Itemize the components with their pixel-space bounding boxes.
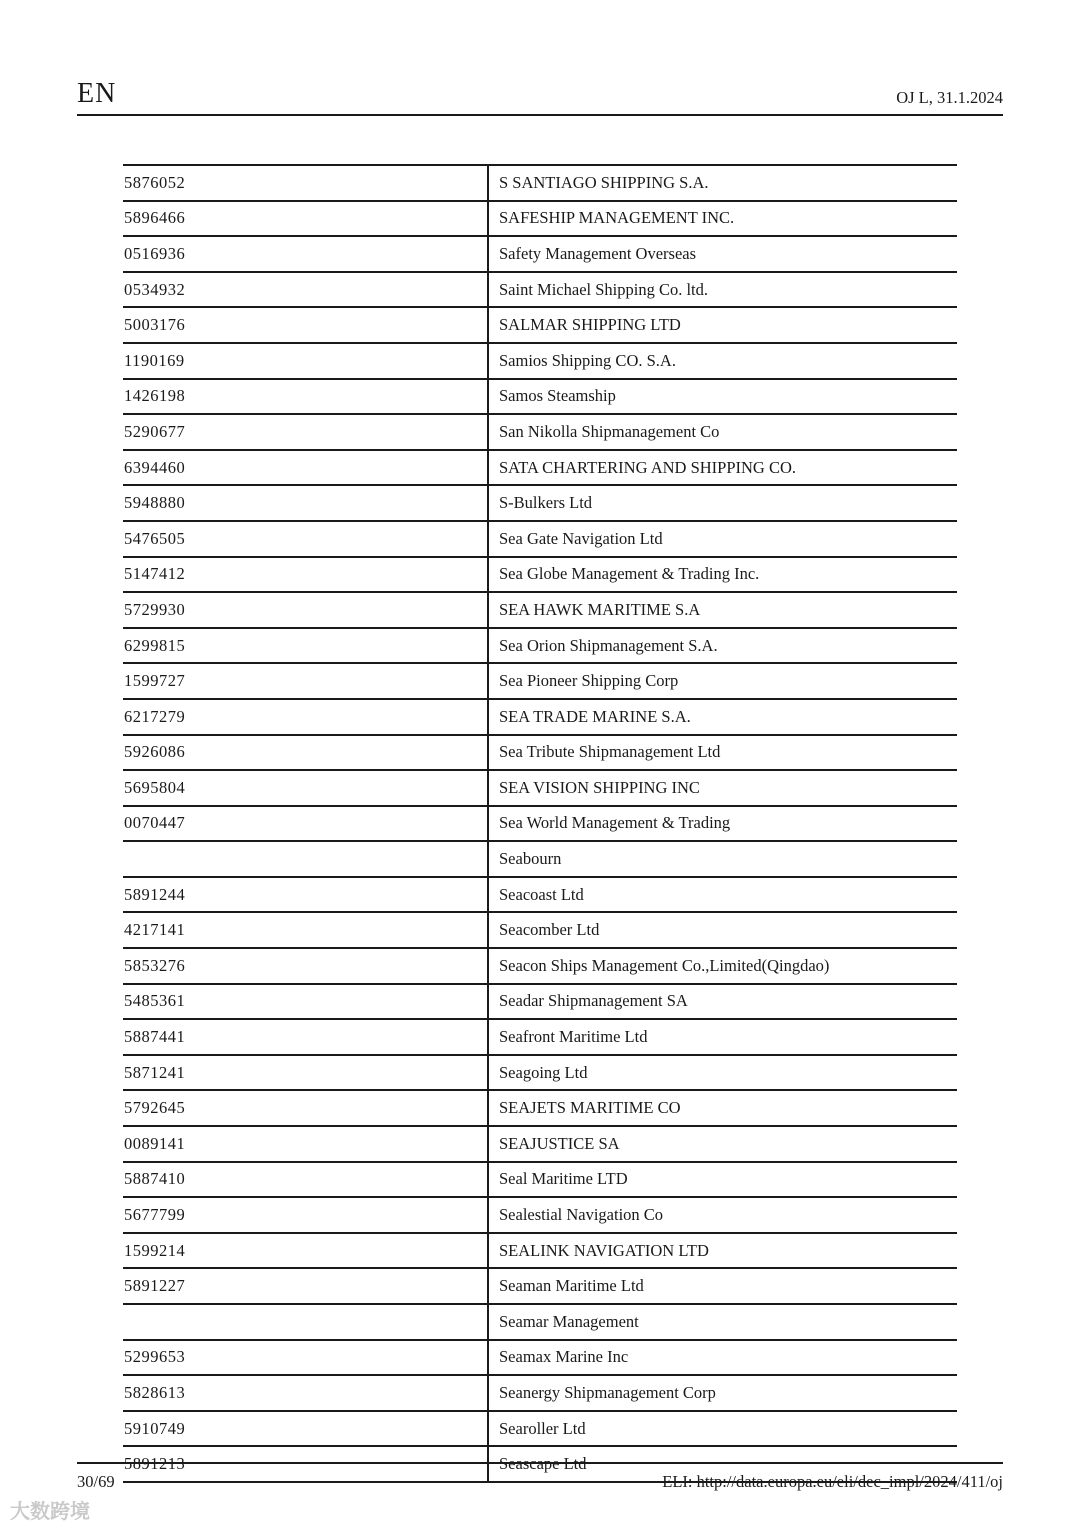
company-name: S SANTIAGO SHIPPING S.A.: [488, 165, 957, 201]
company-name: SEAJUSTICE SA: [488, 1126, 957, 1162]
company-number: 1599214: [123, 1233, 488, 1269]
table-row: [123, 948, 957, 984]
company-number: 5476505: [123, 521, 488, 557]
table-row: [123, 236, 957, 272]
company-number: 5891227: [123, 1268, 488, 1304]
company-number: 5485361: [123, 984, 488, 1020]
watermark: 大数跨境: [10, 1499, 90, 1523]
company-number: 0070447: [123, 806, 488, 842]
company-number: 5887441: [123, 1019, 488, 1055]
table-row: [123, 521, 957, 557]
company-number: 1190169: [123, 343, 488, 379]
company-name: Samios Shipping CO. S.A.: [488, 343, 957, 379]
company-number: 5695804: [123, 770, 488, 806]
company-number: 5729930: [123, 592, 488, 628]
table-row: [123, 663, 957, 699]
company-table-body: [123, 165, 957, 1482]
table-row: [123, 485, 957, 521]
table-row: [123, 1090, 957, 1126]
table-row: [123, 1019, 957, 1055]
language-code: EN: [77, 78, 117, 109]
company-name: Sea World Management & Trading: [488, 806, 957, 842]
table-row: [123, 735, 957, 771]
company-number: 0516936: [123, 236, 488, 272]
eli-link[interactable]: ELI: http://data.europa.eu/eli/dec_impl/2024/411/oj: [662, 1472, 1003, 1491]
table-row: [123, 307, 957, 343]
company-name: Seacoast Ltd: [488, 877, 957, 913]
company-name: SEALINK NAVIGATION LTD: [488, 1233, 957, 1269]
table-row: [123, 1126, 957, 1162]
company-name: SEA HAWK MARITIME S.A: [488, 592, 957, 628]
table-row: [123, 877, 957, 913]
company-name: Sea Globe Management & Trading Inc.: [488, 557, 957, 593]
table-row: [123, 450, 957, 486]
table-row: [123, 343, 957, 379]
company-name: Sealestial Navigation Co: [488, 1197, 957, 1233]
company-number: 0089141: [123, 1126, 488, 1162]
company-name: Seal Maritime LTD: [488, 1162, 957, 1198]
company-name: Saint Michael Shipping Co. ltd.: [488, 272, 957, 308]
table-row: [123, 628, 957, 664]
company-name: Seaman Maritime Ltd: [488, 1268, 957, 1304]
journal-reference: OJ L, 31.1.2024: [896, 88, 1003, 107]
company-number: 0534932: [123, 272, 488, 308]
company-name: Sea Tribute Shipmanagement Ltd: [488, 735, 957, 771]
company-name: Searoller Ltd: [488, 1411, 957, 1447]
table-row: [123, 414, 957, 450]
table-row: [123, 912, 957, 948]
company-name: Seamax Marine Inc: [488, 1340, 957, 1376]
company-name: SALMAR SHIPPING LTD: [488, 307, 957, 343]
company-name: Samos Steamship: [488, 379, 957, 415]
company-number: 5926086: [123, 735, 488, 771]
page-number: 30/69: [77, 1472, 115, 1491]
company-name: Seanergy Shipmanagement Corp: [488, 1375, 957, 1411]
company-name: SEAJETS MARITIME CO: [488, 1090, 957, 1126]
page-header: [77, 78, 1003, 116]
table-row: [123, 1233, 957, 1269]
company-number: 5299653: [123, 1340, 488, 1376]
company-number: 5910749: [123, 1411, 488, 1447]
company-number: [123, 1304, 488, 1340]
table-row: [123, 1375, 957, 1411]
company-name: Seagoing Ltd: [488, 1055, 957, 1091]
company-number: 6299815: [123, 628, 488, 664]
company-name: Sea Gate Navigation Ltd: [488, 521, 957, 557]
company-number: 6217279: [123, 699, 488, 735]
company-name: Seabourn: [488, 841, 957, 877]
company-number: 5876052: [123, 165, 488, 201]
table-row: [123, 1055, 957, 1091]
table-row: [123, 770, 957, 806]
table-row: [123, 984, 957, 1020]
company-table: [123, 164, 957, 1483]
company-name: Seamar Management: [488, 1304, 957, 1340]
company-number: 5147412: [123, 557, 488, 593]
table-row: [123, 1162, 957, 1198]
company-name: SAFESHIP MANAGEMENT INC.: [488, 201, 957, 237]
company-number: 5792645: [123, 1090, 488, 1126]
table-row: [123, 1340, 957, 1376]
company-number: 4217141: [123, 912, 488, 948]
company-number: 5853276: [123, 948, 488, 984]
table-row: [123, 379, 957, 415]
company-name: Seafront Maritime Ltd: [488, 1019, 957, 1055]
company-number: 1426198: [123, 379, 488, 415]
company-name: S-Bulkers Ltd: [488, 485, 957, 521]
table-row: [123, 201, 957, 237]
company-number: 5290677: [123, 414, 488, 450]
company-name: Seadar Shipmanagement SA: [488, 984, 957, 1020]
company-name: SATA CHARTERING AND SHIPPING CO.: [488, 450, 957, 486]
table-row: [123, 592, 957, 628]
company-number: 6394460: [123, 450, 488, 486]
table-row: [123, 699, 957, 735]
company-number: 5891244: [123, 877, 488, 913]
table-row: [123, 1197, 957, 1233]
company-number: 5891213: [123, 1446, 488, 1482]
table-row: [123, 557, 957, 593]
company-number: 5871241: [123, 1055, 488, 1091]
company-name: Safety Management Overseas: [488, 236, 957, 272]
table-row: [123, 841, 957, 877]
company-name: SEA VISION SHIPPING INC: [488, 770, 957, 806]
company-name: San Nikolla Shipmanagement Co: [488, 414, 957, 450]
company-name: Seacomber Ltd: [488, 912, 957, 948]
company-name: Seascape Ltd: [488, 1446, 957, 1482]
company-number: 1599727: [123, 663, 488, 699]
table-row: [123, 1304, 957, 1340]
table-row: [123, 165, 957, 201]
company-number: [123, 841, 488, 877]
company-number: 5677799: [123, 1197, 488, 1233]
company-number: 5948880: [123, 485, 488, 521]
company-name: SEA TRADE MARINE S.A.: [488, 699, 957, 735]
company-name: Sea Orion Shipmanagement S.A.: [488, 628, 957, 664]
company-name: Sea Pioneer Shipping Corp: [488, 663, 957, 699]
company-number: 5896466: [123, 201, 488, 237]
table-row: [123, 272, 957, 308]
table-row: [123, 1268, 957, 1304]
company-number: 5887410: [123, 1162, 488, 1198]
table-row: [123, 1411, 957, 1447]
table-row: [123, 806, 957, 842]
company-number: 5003176: [123, 307, 488, 343]
company-name: Seacon Ships Management Co.,Limited(Qingdao): [488, 948, 957, 984]
company-number: 5828613: [123, 1375, 488, 1411]
